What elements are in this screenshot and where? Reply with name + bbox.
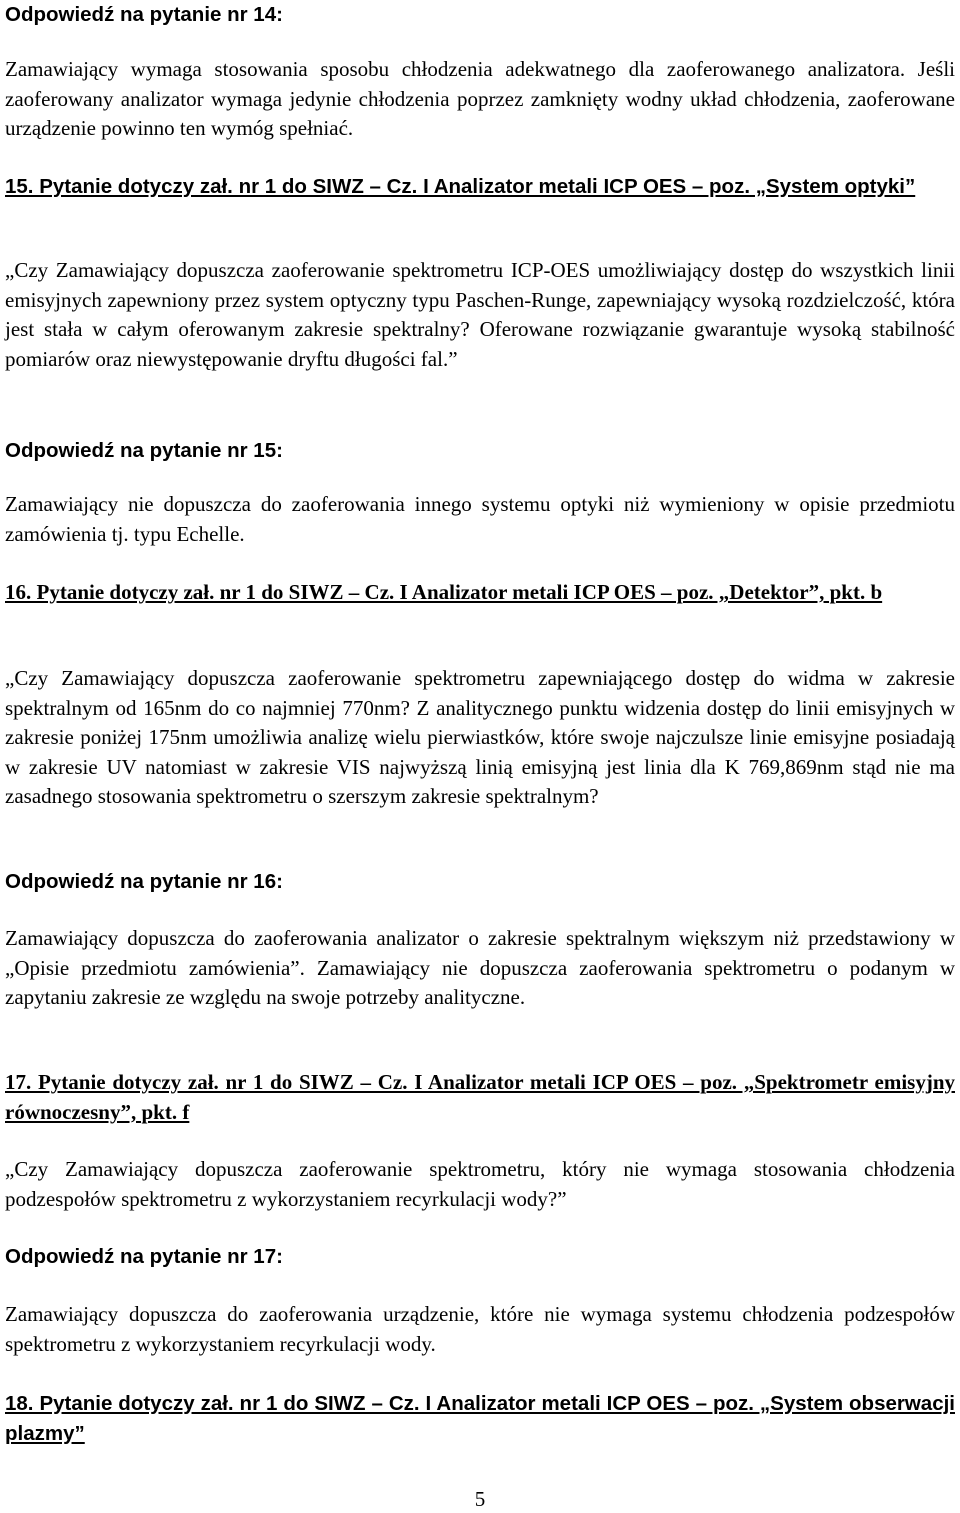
page-number: 5	[474, 1487, 486, 1511]
question-18-heading: 18. Pytanie dotyczy zał. nr 1 do SIWZ – Cz. I Analizator metali ICP OES – poz. „System obserwacji plazmy”	[5, 1392, 955, 1445]
question-16-text: „Czy Zamawiający dopuszcza zaoferowanie spektrometru zapewniającego dostęp do widma w zakresie spektralnym od 165nm do co najmniej 770nm? Z analitycznego punktu widzenia dostęp do linii emisyjnych w zakresie poniżej 175nm umożliwia analizę wielu pierwiastków, które swoje najczulsze linie emisyjne posiadają w zakresie UV natomiast w zakresie VIS najwyższą linią emisyjną jest linia dla K 769,869nm stąd nie ma zasadnego stosowania spektrometru o szerszym zakresie spektralnym?	[5, 666, 955, 809]
question-16-heading: 16. Pytanie dotyczy zał. nr 1 do SIWZ – Cz. I Analizator metali ICP OES – poz. „Detektor”, pkt. b	[5, 580, 883, 604]
question-15-heading: 15. Pytanie dotyczy zał. nr 1 do SIWZ – Cz. I Analizator metali ICP OES – poz. „System optyki”	[5, 175, 916, 198]
answer-15-text: Zamawiający nie dopuszcza do zaoferowania innego systemu optyki niż wymieniony w opisie przedmiotu zamówienia tj. typu Echelle.	[5, 492, 955, 546]
answer-17-text: Zamawiający dopuszcza do zaoferowania urządzenie, które nie wymaga systemu chłodzenia podzespołów spektrometru z wykorzystaniem recyrkulacji wody.	[5, 1302, 955, 1356]
answer-14-text: Zamawiający wymaga stosowania sposobu chłodzenia adekwatnego dla zaoferowanego analizatora. Jeśli zaoferowany analizator wymaga jedynie chłodzenia poprzez zamknięty wodny układ chłodzenia, zaoferowane urządzenie powinno ten wymóg spełniać.	[5, 57, 955, 141]
answer-14-heading: Odpowiedź na pytanie nr 14:	[5, 3, 283, 26]
answer-16-heading: Odpowiedź na pytanie nr 16:	[5, 870, 283, 893]
question-17-text: „Czy Zamawiający dopuszcza zaoferowanie spektrometru, który nie wymaga stosowania chłodzenia podzespołów spektrometru z wykorzystaniem recyrkulacji wody?”	[5, 1157, 955, 1211]
answer-16-text: Zamawiający dopuszcza do zaoferowania analizator o zakresie spektralnym większym niż przedstawiony w „Opisie przedmiotu zamówienia”. Zamawiający nie dopuszcza zaoferowania spektrometru o podanym w zapytaniu zakresie ze względu na swoje potrzeby analityczne.	[5, 926, 955, 1010]
answer-17-heading: Odpowiedź na pytanie nr 17:	[5, 1245, 283, 1268]
question-17-heading: 17. Pytanie dotyczy zał. nr 1 do SIWZ – Cz. I Analizator metali ICP OES – poz. „Spektrometr emisyjny równoczesny”, pkt. f	[5, 1070, 955, 1124]
question-15-text: „Czy Zamawiający dopuszcza zaoferowanie spektrometru ICP-OES umożliwiający dostęp do wszystkich linii emisyjnych zapewniony przez system optyczny typu Paschen-Runge, zapewniający wysoką rozdzielczość, która jest stała w całym oferowanym zakresie spektralny? Oferowane rozwiązanie gwarantuje wysoką stabilność pomiarów oraz niewystępowanie dryftu długości fal.”	[5, 258, 955, 371]
answer-15-heading: Odpowiedź na pytanie nr 15:	[5, 439, 283, 462]
